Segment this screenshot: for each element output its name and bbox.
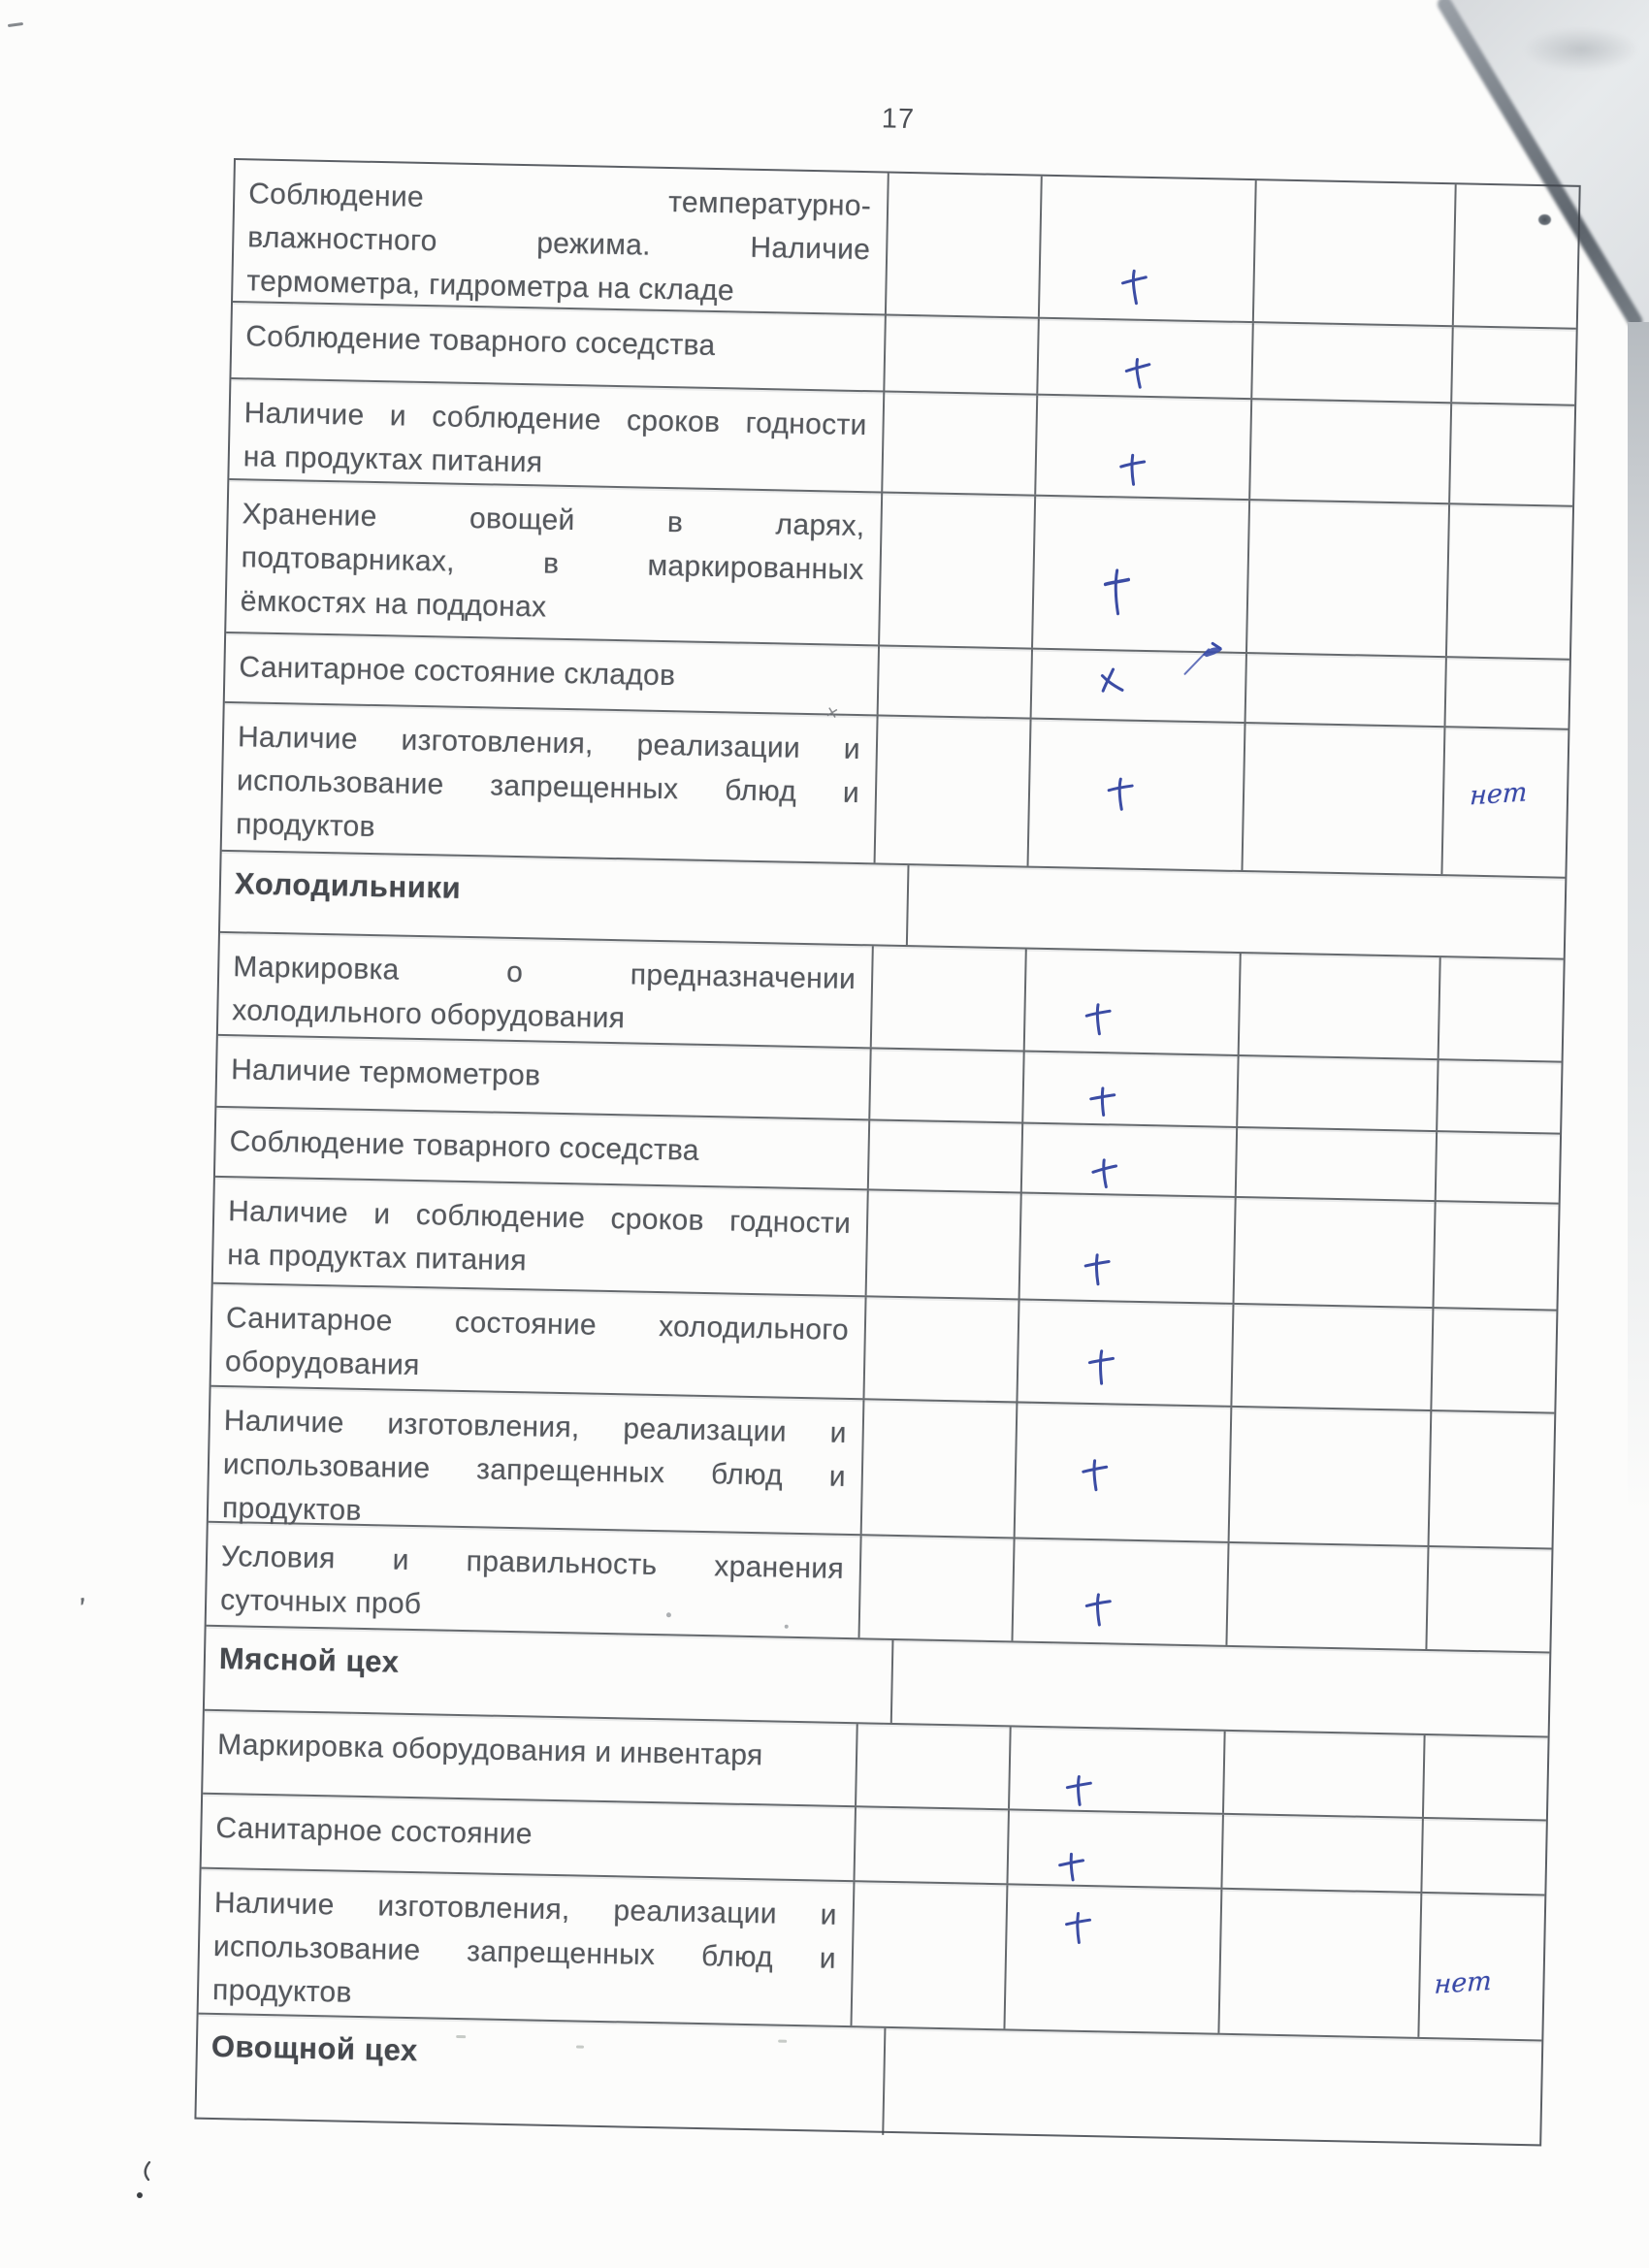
section-title: Овощной цех: [210, 2028, 419, 2068]
criteria-cell: [226, 480, 883, 644]
empty-cell: [869, 1120, 1023, 1191]
criteria-text-line: Соблюдение товарного соседства: [229, 1125, 700, 1167]
check-cell: [1025, 950, 1242, 1054]
check-cell: [1013, 1539, 1229, 1644]
empty-cell: [883, 393, 1038, 495]
check-cell: [1033, 497, 1250, 652]
criteria-cell: [213, 1178, 869, 1296]
table-row: [222, 703, 1568, 879]
criteria-text-line: термометра, гидрометра на складе: [246, 265, 735, 308]
criteria-text-line: Наличие и соблюдение сроков годности: [243, 397, 867, 442]
handwritten-plus-mark: [1089, 662, 1140, 708]
criteria-text-line: Маркировка о предназначении: [232, 951, 857, 996]
section-cell: [196, 2015, 886, 2135]
stray-dot: [666, 1612, 671, 1617]
empty-cell: [864, 1297, 1019, 1401]
criteria-cell: [209, 1387, 865, 1534]
empty-cell: [1447, 504, 1572, 658]
empty-cell: [1250, 400, 1452, 502]
stray-ink-dot: [137, 2192, 143, 2198]
check-cell: [1036, 396, 1252, 499]
criteria-text-line: использование запрещенных блюд и: [222, 1448, 847, 1493]
criteria-cell: [225, 633, 880, 715]
empty-cell: [1446, 658, 1569, 729]
criteria-text-line: Санитарное состояние холодильного: [225, 1302, 850, 1346]
empty-cell: [1227, 1543, 1429, 1649]
empty-cell: [1424, 1735, 1548, 1820]
empty-cell: [1450, 404, 1574, 505]
empty-cell: [1439, 957, 1564, 1061]
stray-pen-tick: [141, 2161, 154, 2181]
check-cell: [1016, 1403, 1233, 1540]
table-row: [233, 160, 1579, 330]
stray-speck: [576, 2045, 584, 2048]
empty-cell: [1452, 327, 1576, 405]
criteria-cell: [202, 1795, 857, 1881]
criteria-text-line: суточных проб: [219, 1584, 422, 1621]
check-cell: [1008, 1810, 1223, 1887]
criteria-cell: [231, 303, 886, 391]
empty-cell: [857, 1724, 1012, 1808]
criteria-text-line: Соблюдение температурно-: [247, 178, 872, 223]
empty-cell: [1243, 724, 1445, 874]
criteria-text-line: подтоварниках, в маркированных: [241, 541, 864, 587]
empty-cell: [891, 1640, 1549, 1736]
handwritten-plus-mark: [1085, 1348, 1116, 1390]
empty-cell: [907, 865, 1565, 958]
empty-cell: [862, 1400, 1018, 1537]
section-title: Холодильники: [234, 866, 462, 905]
empty-cell: [856, 1807, 1010, 1883]
table-row: [209, 1387, 1555, 1550]
criteria-text-line: оборудования: [224, 1345, 420, 1382]
handwritten-plus-mark: [1088, 1155, 1122, 1199]
empty-cell: [1224, 1732, 1426, 1817]
scanner-corner-smudge: [1523, 27, 1639, 72]
criteria-text-line: влажностного режима. Наличие: [247, 221, 871, 267]
empty-cell: [876, 716, 1032, 865]
table-row: [199, 1869, 1545, 2042]
empty-cell: [867, 1190, 1022, 1298]
empty-cell: [1434, 1202, 1558, 1310]
page-number: 17: [881, 103, 916, 136]
criteria-text-line: на продуктах питания: [226, 1239, 528, 1278]
criteria-text-line: Наличие изготовления, реализации и: [213, 1886, 838, 1931]
table-row: [226, 480, 1572, 661]
empty-cell: [884, 2028, 1542, 2149]
handwritten-plus-mark: [1118, 266, 1150, 308]
criteria-text-line: Санитарное состояние складов: [239, 651, 676, 693]
stray-speck: [778, 2040, 787, 2043]
criteria-text-line: использование запрещенных блюд и: [236, 764, 860, 810]
criteria-cell: [233, 160, 889, 313]
stray-dash-mark: [8, 22, 23, 27]
empty-cell: [860, 1536, 1016, 1640]
handwritten-note: нет: [1469, 777, 1528, 812]
empty-cell: [1438, 1060, 1561, 1133]
empty-cell: [1222, 1815, 1423, 1892]
empty-cell: [1430, 1411, 1555, 1548]
section-cell: [220, 852, 909, 945]
empty-cell: [885, 316, 1040, 394]
handwritten-plus-mark: [1105, 775, 1136, 817]
handwritten-plus-mark: [1083, 1590, 1114, 1632]
empty-cell: [1230, 1408, 1433, 1545]
criteria-text-line: Наличие термометров: [230, 1053, 541, 1092]
criteria-text-line: Наличие изготовления, реализации и: [237, 721, 861, 766]
criteria-text-line: продуктов: [235, 808, 376, 844]
criteria-text-line: Санитарное состояние: [215, 1811, 534, 1851]
empty-cell: [1432, 1309, 1556, 1412]
empty-cell: [879, 646, 1033, 717]
handwritten-plus-mark: [1121, 354, 1155, 399]
criteria-text-line: Наличие изготовления, реализации и: [223, 1405, 848, 1449]
empty-cell: [1252, 323, 1454, 402]
empty-cell: [1422, 1819, 1545, 1895]
handwritten-plus-mark: [1062, 1909, 1094, 1952]
empty-cell: [1237, 1128, 1438, 1200]
check-cell: [1010, 1727, 1226, 1812]
handwritten-plus-mark: [1082, 1250, 1114, 1293]
empty-cell: [1246, 654, 1447, 726]
criteria-text-line: Соблюдение товарного соседства: [244, 320, 716, 363]
empty-cell: [870, 1049, 1024, 1121]
criteria-cell: [199, 1869, 856, 2025]
criteria-text-line: Условия и правильность хранения: [220, 1540, 845, 1585]
criteria-cell: [216, 1036, 871, 1119]
empty-cell: [1240, 954, 1441, 1058]
empty-cell: [852, 1882, 1008, 2028]
handwritten-plus-mark: [1083, 1000, 1115, 1043]
stray-apostrophe-mark: ʼ: [76, 1592, 93, 1628]
criteria-text-line: Хранение овощей в ларях,: [242, 498, 865, 543]
empty-cell: [1247, 501, 1450, 656]
section-cell: [205, 1627, 893, 1723]
check-cell: [1018, 1301, 1234, 1406]
empty-cell: [1238, 1056, 1439, 1130]
note-cell: [1419, 1894, 1544, 2039]
empty-cell: [887, 174, 1043, 317]
empty-cell: [872, 946, 1027, 1050]
empty-cell: [1454, 184, 1579, 327]
check-cell: [1005, 1885, 1222, 2032]
stray-dot: [785, 1625, 789, 1629]
scanner-edge-strip: [1628, 322, 1649, 1515]
note-cell: [1442, 728, 1568, 876]
check-cell: [1038, 319, 1254, 398]
criteria-cell: [215, 1108, 870, 1189]
handwritten-plus-mark: [1063, 1772, 1095, 1815]
check-cell: [1023, 1053, 1239, 1126]
inspection-table: [194, 158, 1580, 2146]
criteria-text-line: Наличие и соблюдение сроков годности: [227, 1195, 852, 1240]
stray-speck: [456, 2035, 466, 2038]
check-cell: [1040, 177, 1257, 321]
empty-cell: [1232, 1305, 1434, 1409]
empty-cell: [1437, 1132, 1560, 1203]
ink-scribble-arrow: [1179, 635, 1230, 679]
section-title: Мясной цех: [218, 1641, 400, 1679]
criteria-cell: [207, 1523, 862, 1638]
criteria-text-line: на продуктах питания: [242, 440, 543, 479]
check-cell: [1020, 1194, 1237, 1303]
handwritten-note: нет: [1433, 1965, 1493, 2000]
criteria-text-line: продуктов: [221, 1492, 363, 1527]
stray-x-mark: ×: [824, 700, 841, 726]
criteria-cell: [211, 1284, 867, 1399]
handwritten-plus-mark: [1079, 1456, 1111, 1499]
criteria-cell: [203, 1711, 858, 1806]
scan-content: [194, 103, 1580, 2146]
criteria-text-line: холодильного оборудования: [232, 994, 626, 1035]
empty-cell: [1427, 1547, 1551, 1652]
criteria-text-line: использование запрещенных блюд и: [212, 1929, 837, 1975]
check-cell: [1029, 720, 1246, 870]
handwritten-plus-mark: [1087, 1084, 1118, 1125]
criteria-text-line: Маркировка оборудования и инвентаря: [216, 1728, 763, 1772]
empty-cell: [880, 494, 1036, 648]
criteria-text-line: ёмкостях на поддонах: [240, 585, 547, 624]
handwritten-plus-mark: [1116, 451, 1148, 494]
empty-cell: [1219, 1890, 1422, 2037]
handwritten-plus-mark: [1101, 567, 1132, 617]
criteria-cell: [222, 703, 879, 862]
empty-cell: [1254, 180, 1457, 325]
criteria-cell: [218, 933, 874, 1048]
check-cell: [1022, 1124, 1238, 1196]
empty-cell: [1235, 1198, 1437, 1307]
criteria-text-line: продуктов: [211, 1973, 353, 2009]
criteria-cell: [229, 379, 885, 492]
